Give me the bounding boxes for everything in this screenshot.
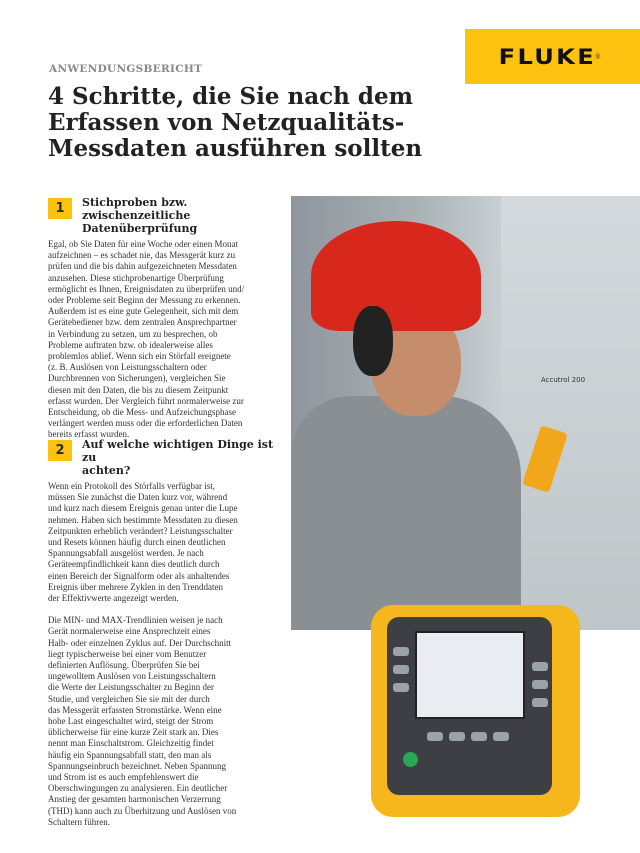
body-line: Ereignis über mehrere Zyklen in den Trenddaten [48, 581, 223, 592]
heading-line: Auf welche wichtigen Dinge ist zu [82, 438, 274, 464]
fluke-logo [465, 29, 640, 84]
ear-protection [353, 306, 393, 376]
body-line: aufzeichnen – es schadet nie, das Messgerät kurz zu [48, 250, 236, 261]
body-line: ungewolltem Auslösen von Leistungsschaltern [48, 671, 216, 682]
body-line: anzusehen. Diese stichprobenartige Überprüfung [48, 272, 224, 283]
body-line: Gerätebediener bzw. dem zentralen Ansprechpartner [48, 317, 237, 328]
body-line: oder Probleme seit Beginn der Messung zu erkennen. [48, 295, 241, 306]
body-line: nennt man Einschaltstrom. Gleichzeitig findet [48, 738, 214, 749]
panel-wall [501, 196, 640, 630]
body-line: Geräteempfindlichkeit kann dies deutlich durch [48, 559, 220, 570]
heading-line: Stichproben bzw. zwischenzeitliche [82, 196, 191, 222]
body-line: Spannungsabfall ausgelöst werden. Je nach [48, 548, 204, 559]
document-kicker: ANWENDUNGSBERICHT [49, 63, 203, 75]
logo-text: FLUKE [498, 44, 596, 69]
registered-icon: ® [595, 52, 601, 61]
section-body [48, 481, 290, 604]
body-line: Durchbrennen von Sicherungen), vergleichen Sie [48, 373, 226, 384]
body-line: müssen Sie zunächst die Daten kurz vor, während [48, 492, 228, 503]
body-line: Zeitpunkten erheblich verändert? Leistungsschalter [48, 525, 233, 536]
body-line: und Strom ist es auch empfehlenswert die [48, 772, 199, 783]
title-line: Messdaten ausführen sollten [48, 135, 423, 162]
body-line: Oberschwingungen zu analysieren. Ein deutlicher [48, 783, 228, 794]
body-line: definierten Auflösung. Überprüfen Sie bei [48, 660, 200, 671]
body-line: (THD) kann auch zu Überhitzung und Auslösen von [48, 805, 237, 816]
hard-hat [311, 221, 481, 331]
body-line: in Verbindung zu setzen, um zu besprechen, ob [48, 328, 218, 339]
body-line: (z. B. Auslösen von Leistungsschaltern oder [48, 362, 207, 373]
body-line: problemlos ablief. Wenn sich ein Störfall ereignete [48, 351, 231, 362]
body-line: und kurz nach diesem Ereignis genau unter die Lupe [48, 503, 238, 514]
technician-photo [291, 196, 640, 630]
body-line: diesen mit den Daten, die bis zu diesem Zeitpunkt [48, 384, 229, 395]
heading-line: achten? [82, 464, 131, 477]
body-line: ermöglicht es Ihnen, Ereignisdaten zu überprüfen und/ [48, 283, 245, 294]
body-line: Egal, ob Sie Daten für eine Woche oder einen Monat [48, 239, 239, 249]
body-line: nehmen. Haben sich bestimmte Messdaten zu diesen [48, 514, 238, 525]
step-number-badge: 1 [48, 198, 72, 219]
body-line: Probleme auftraten bzw. ob idealerweise alles [48, 339, 213, 350]
body-line: erfasst wurden. Der Vergleich führt normalerweise zur [48, 395, 244, 406]
page-title [48, 84, 448, 162]
analyzer-screen [415, 631, 525, 719]
section-heading [82, 438, 290, 477]
body-line: prüfen und die bis dahin aufgezeichneten Messdaten [48, 261, 237, 272]
section-heading [82, 196, 290, 235]
step-number-badge: 2 [48, 440, 72, 461]
body-line: Entscheidung, ob die Mess- und Aufzeichungsphase [48, 407, 236, 418]
body-line: Die MIN- und MAX-Trendlinien weisen je nach [48, 615, 223, 626]
body-line: bereits erfasst wurden. [48, 429, 130, 440]
panel-label: Accutrol 200 [541, 376, 586, 384]
power-button-icon [403, 752, 418, 767]
body-line: üblicherweise für eine kurze Zeit stark an. Dies [48, 727, 219, 738]
section-1 [48, 196, 290, 441]
body-line: hohe Last eingeschaltet wird, steigt der Strom [48, 716, 214, 727]
body-line: das Messgerät erfassten Stromstärke. Wenn eine [48, 704, 222, 715]
power-quality-analyzer-image [371, 605, 580, 817]
title-line: Erfassen von Netzqualitäts- [48, 109, 405, 136]
section-2 [48, 438, 290, 828]
body-line: die Werte der Leistungsschalter zu Beginn der [48, 682, 215, 693]
body-line: Studie, und vergleichen Sie sie mit der durch [48, 693, 210, 704]
body-line: Halb- oder einzelnen Zyklus auf. Der Durchschnitt [48, 637, 232, 648]
section-body [48, 239, 290, 441]
body-line: liegt typischerweise bei einer vom Benutzer [48, 648, 207, 659]
body-line: häufig ein Spannungsabfall statt, den man als [48, 749, 212, 760]
technician-shirt [291, 396, 521, 630]
body-line: und Resets können häufig durch einen deutlichen [48, 537, 226, 548]
body-line: Wenn ein Protokoll des Störfalls verfügbar ist, [48, 481, 215, 491]
body-line: der Effektivwerte angezeigt werden. [48, 593, 179, 604]
title-line: 4 Schritte, die Sie nach dem [48, 83, 413, 110]
body-line: verlängert werden muss oder die erforderlichen Daten [48, 418, 243, 429]
section-body [48, 615, 290, 828]
body-line: Schaltern führen. [48, 816, 110, 827]
body-line: Außerdem ist es eine gute Gelegenheit, sich mit dem [48, 306, 239, 317]
body-line: Gerät normalerweise eine Ansprechzeit eines [48, 626, 211, 637]
body-line: einen Bereich der Signalform oder als anhaltendes [48, 570, 230, 581]
body-line: Spannungseinbruch bezeichnet. Neben Spannung [48, 760, 226, 771]
body-line: Anstieg der gesamten harmonischen Verzerrung [48, 794, 221, 805]
heading-line: Datenüberprüfung [82, 222, 198, 235]
